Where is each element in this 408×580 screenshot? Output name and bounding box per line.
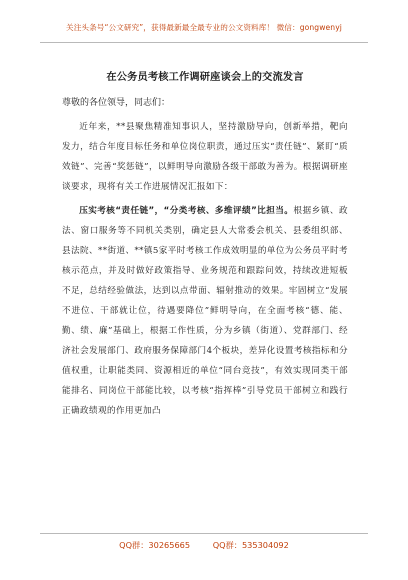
footer-divider <box>40 533 368 534</box>
header-divider <box>40 42 368 43</box>
salutation: 尊敬的各位领导，同志们： <box>62 98 171 108</box>
footer <box>0 540 408 551</box>
footer-qq-group-2: QQ群：535304092 <box>212 540 289 550</box>
header-banner: 关注头条号“公文研究”，获得最新最全最专业的公文资料库！ 微信：gongwenyj <box>66 23 342 32</box>
paragraph-lead: 压实考核“责任链”，“分类考核、多维评绩”比担当。 <box>79 206 294 216</box>
footer-qq-group-1: QQ群：30265665 <box>119 540 191 550</box>
paragraph-intro <box>62 117 348 197</box>
paragraph-section-1 <box>62 201 348 421</box>
document-body <box>62 60 348 421</box>
paragraph-text: 近年来，**县聚焦精准知事识人，坚持激励导向，创新举措，靶向发力，结合年度目标任务和单位岗位职责，通过压实“责任链”、紧盯“质效链”、完善“奖惩链”，以鲜明导向激励各级干部敢为善为。根据调研座谈要求，现将有关工作进展情况汇报如下： <box>62 122 348 192</box>
document-title: 在公务员考核工作调研座谈会上的交流发言 <box>106 72 304 83</box>
paragraph-text: 根据乡镇、政法、窗口服务等不同机关类别，确定县人大常委会机关、县委组织部、县法院、**街道、**镇5家平时考核工作成效明显的单位为公务员平时考核示范点，并及时做好政策指导、业务规范和跟踪问效，持续改进短板不足，总结经验做法，达到以点带面、辐射推动的效果。牢固树立“发展不进位、干部就让位，待遇要降位”鲜明导向，在全面考核“德、能、勤、绩、廉”基础上，根据工作性质，分为乡镇（街道）、党群部门、经济社会发展部门、政府服务保障部门4个板块，差异化设置考核指标和分值权重，让职能类同、资源相近的单位“同台竞技”，有效实现同类干部能排名、同岗位干部能比较，以考核“指挥棒”引导党员干部树立和践行正确政绩观的作用更加凸 <box>62 206 349 416</box>
